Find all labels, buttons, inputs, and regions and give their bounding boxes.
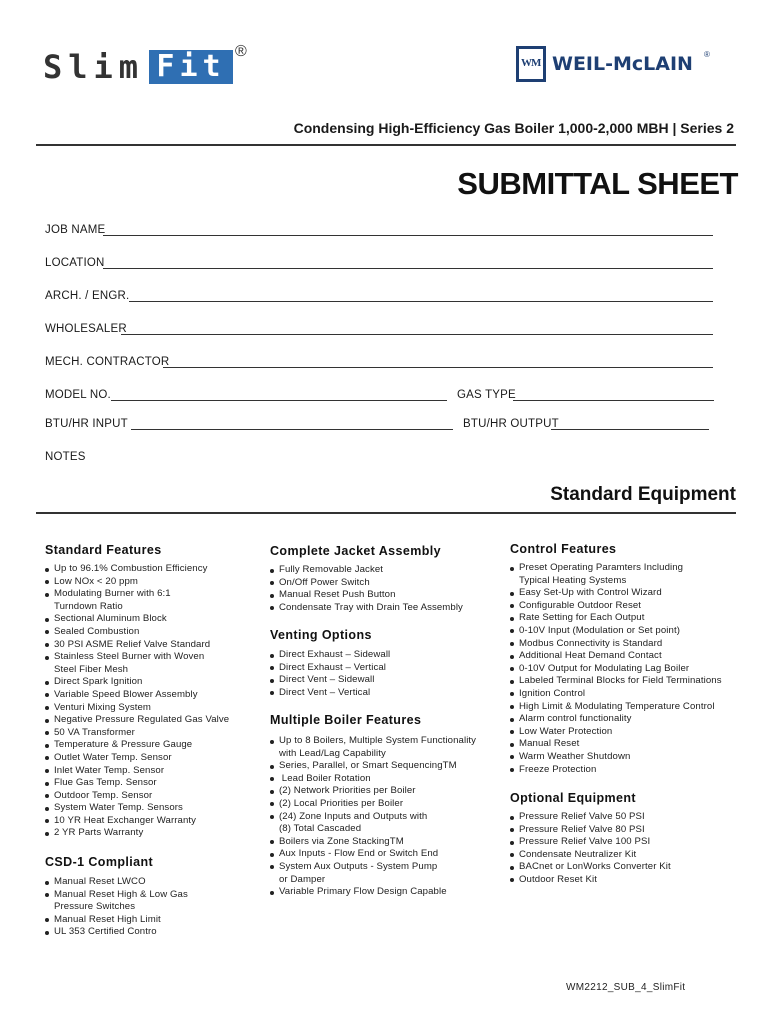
model-no-line[interactable]: [111, 400, 447, 401]
list-item: Direct Vent – Vertical: [270, 687, 390, 700]
list-item: System Aux Outputs - System Pump or Damper: [270, 861, 476, 886]
jacket-assembly-list: [270, 564, 463, 614]
list-item: Series, Parallel, or Smart SequencingTM: [270, 760, 476, 773]
weil-mclain-badge-text: WM: [521, 57, 541, 69]
venting-options-title: Venting Options: [270, 628, 372, 642]
list-item: Direct Vent – Sidewall: [270, 674, 390, 687]
list-item: Labeled Terminal Blocks for Field Terminations: [510, 675, 722, 688]
list-item: Direct Exhaust – Sidewall: [270, 649, 390, 662]
list-item: Up to 96.1% Combustion Efficiency: [45, 563, 229, 576]
list-item: Sealed Combustion: [45, 626, 229, 639]
header-divider: [36, 144, 736, 146]
list-item: Warm Weather Shutdown: [510, 751, 722, 764]
list-item: Fully Removable Jacket: [270, 564, 463, 577]
list-item: System Water Temp. Sensors: [45, 802, 229, 815]
list-item: 10 YR Heat Exchanger Warranty: [45, 815, 229, 828]
csd1-list: [45, 876, 188, 939]
notes-label: NOTES: [45, 451, 86, 463]
product-subtitle: Condensing High-Efficiency Gas Boiler 1,000-2,000 MBH | Series 2: [293, 120, 734, 136]
weil-mclain-wordmark: WEIL-McLAIN: [552, 53, 693, 75]
list-item: Boilers via Zone StackingTM: [270, 836, 476, 849]
venting-options-list: [270, 649, 390, 699]
list-item: (2) Network Priorities per Boiler: [270, 785, 476, 798]
job-name-label: JOB NAME: [45, 224, 106, 236]
btu-output-label: BTU/HR OUTPUT: [463, 418, 559, 430]
list-item: Preset Operating Paramters Including Typical Heating Systems: [510, 562, 722, 587]
list-item: Configurable Outdoor Reset: [510, 600, 722, 613]
list-item: Manual Reset: [510, 738, 722, 751]
list-item: Direct Spark Ignition: [45, 676, 229, 689]
weil-mclain-badge-icon: [516, 46, 546, 82]
slimfit-logo-fit: Fit: [149, 50, 233, 84]
list-item: Stainless Steel Burner with Woven Steel Fiber Mesh: [45, 651, 229, 676]
mech-contractor-line[interactable]: [163, 367, 713, 368]
list-item: Venturi Mixing System: [45, 702, 229, 715]
optional-equipment-list: [510, 811, 671, 887]
list-item: Manual Reset LWCO: [45, 876, 188, 889]
control-features-list: [510, 562, 722, 776]
arch-engr-line[interactable]: [129, 301, 713, 302]
model-no-label: MODEL NO.: [45, 389, 111, 401]
slimfit-registered-mark: ®: [235, 43, 247, 60]
list-item: 50 VA Transformer: [45, 727, 229, 740]
standard-features-title: Standard Features: [45, 543, 162, 557]
btu-input-label: BTU/HR INPUT: [45, 418, 128, 430]
list-item: Easy Set-Up with Control Wizard: [510, 587, 722, 600]
list-item: Direct Exhaust – Vertical: [270, 662, 390, 675]
list-item: BACnet or LonWorks Converter Kit: [510, 861, 671, 874]
document-code: WM2212_SUB_4_SlimFit: [566, 982, 686, 993]
list-item: Up to 8 Boilers, Multiple System Functionality with Lead/Lag Capability: [270, 735, 476, 760]
list-item: Lead Boiler Rotation: [270, 773, 476, 786]
list-item: Modbus Connectivity is Standard: [510, 638, 722, 651]
list-item: 2 YR Parts Warranty: [45, 827, 229, 840]
list-item: Condensate Neutralizer Kit: [510, 849, 671, 862]
list-item: High Limit & Modulating Temperature Control: [510, 701, 722, 714]
list-item: Additional Heat Demand Contact: [510, 650, 722, 663]
slimfit-logo-slim: Slim: [43, 48, 145, 86]
btu-input-line[interactable]: [131, 429, 453, 430]
list-item: (2) Local Priorities per Boiler: [270, 798, 476, 811]
multiple-boiler-title: Multiple Boiler Features: [270, 713, 422, 727]
list-item: Outdoor Reset Kit: [510, 874, 671, 887]
list-item: Pressure Relief Valve 50 PSI: [510, 811, 671, 824]
list-item: Freeze Protection: [510, 764, 722, 777]
list-item: On/Off Power Switch: [270, 577, 463, 590]
list-item: Temperature & Pressure Gauge: [45, 739, 229, 752]
csd1-title: CSD-1 Compliant: [45, 855, 154, 869]
list-item: Variable Primary Flow Design Capable: [270, 886, 476, 899]
list-item: Inlet Water Temp. Sensor: [45, 765, 229, 778]
standard-features-list: [45, 563, 229, 840]
list-item: Rate Setting for Each Output: [510, 612, 722, 625]
list-item: Low Water Protection: [510, 726, 722, 739]
weil-mclain-registered-mark: ®: [704, 50, 710, 59]
standard-equipment-heading: Standard Equipment: [550, 484, 736, 505]
wholesaler-line[interactable]: [121, 334, 713, 335]
list-item: Pressure Relief Valve 100 PSI: [510, 836, 671, 849]
list-item: Manual Reset Push Button: [270, 589, 463, 602]
arch-engr-label: ARCH. / ENGR.: [45, 290, 130, 302]
list-item: Alarm control functionality: [510, 713, 722, 726]
btu-output-line[interactable]: [551, 429, 709, 430]
list-item: Sectional Aluminum Block: [45, 613, 229, 626]
gas-type-label: GAS TYPE: [457, 389, 516, 401]
list-item: Aux Inputs - Flow End or Switch End: [270, 848, 476, 861]
jacket-assembly-title: Complete Jacket Assembly: [270, 544, 442, 558]
optional-equipment-title: Optional Equipment: [510, 791, 636, 805]
list-item: 30 PSI ASME Relief Valve Standard: [45, 639, 229, 652]
list-item: Manual Reset High Limit: [45, 914, 188, 927]
list-item: (24) Zone Inputs and Outputs with (8) Total Cascaded: [270, 811, 476, 836]
list-item: Pressure Relief Valve 80 PSI: [510, 824, 671, 837]
list-item: Negative Pressure Regulated Gas Valve: [45, 714, 229, 727]
gas-type-line[interactable]: [513, 400, 714, 401]
list-item: Ignition Control: [510, 688, 722, 701]
weil-mclain-logo: [516, 46, 716, 86]
list-item: Variable Speed Blower Assembly: [45, 689, 229, 702]
list-item: Condensate Tray with Drain Tee Assembly: [270, 602, 463, 615]
location-line[interactable]: [103, 268, 713, 269]
control-features-title: Control Features: [510, 542, 617, 556]
wholesaler-label: WHOLESALER: [45, 323, 127, 335]
slimfit-logo: [43, 44, 253, 88]
location-label: LOCATION: [45, 257, 105, 269]
list-item: Outdoor Temp. Sensor: [45, 790, 229, 803]
job-name-line[interactable]: [103, 235, 713, 236]
equipment-divider: [36, 512, 736, 514]
list-item: 0-10V Output for Modulating Lag Boiler: [510, 663, 722, 676]
list-item: UL 353 Certified Contro: [45, 926, 188, 939]
list-item: Outlet Water Temp. Sensor: [45, 752, 229, 765]
list-item: Manual Reset High & Low Gas Pressure Switches: [45, 889, 188, 914]
list-item: Modulating Burner with 6:1 Turndown Ratio: [45, 588, 229, 613]
list-item: Flue Gas Temp. Sensor: [45, 777, 229, 790]
list-item: 0-10V Input (Modulation or Set point): [510, 625, 722, 638]
list-item: Low NOx < 20 ppm: [45, 576, 229, 589]
page-title: SUBMITTAL SHEET: [457, 166, 738, 201]
multiple-boiler-list: [270, 735, 476, 899]
mech-contractor-label: MECH. CONTRACTOR: [45, 356, 170, 368]
